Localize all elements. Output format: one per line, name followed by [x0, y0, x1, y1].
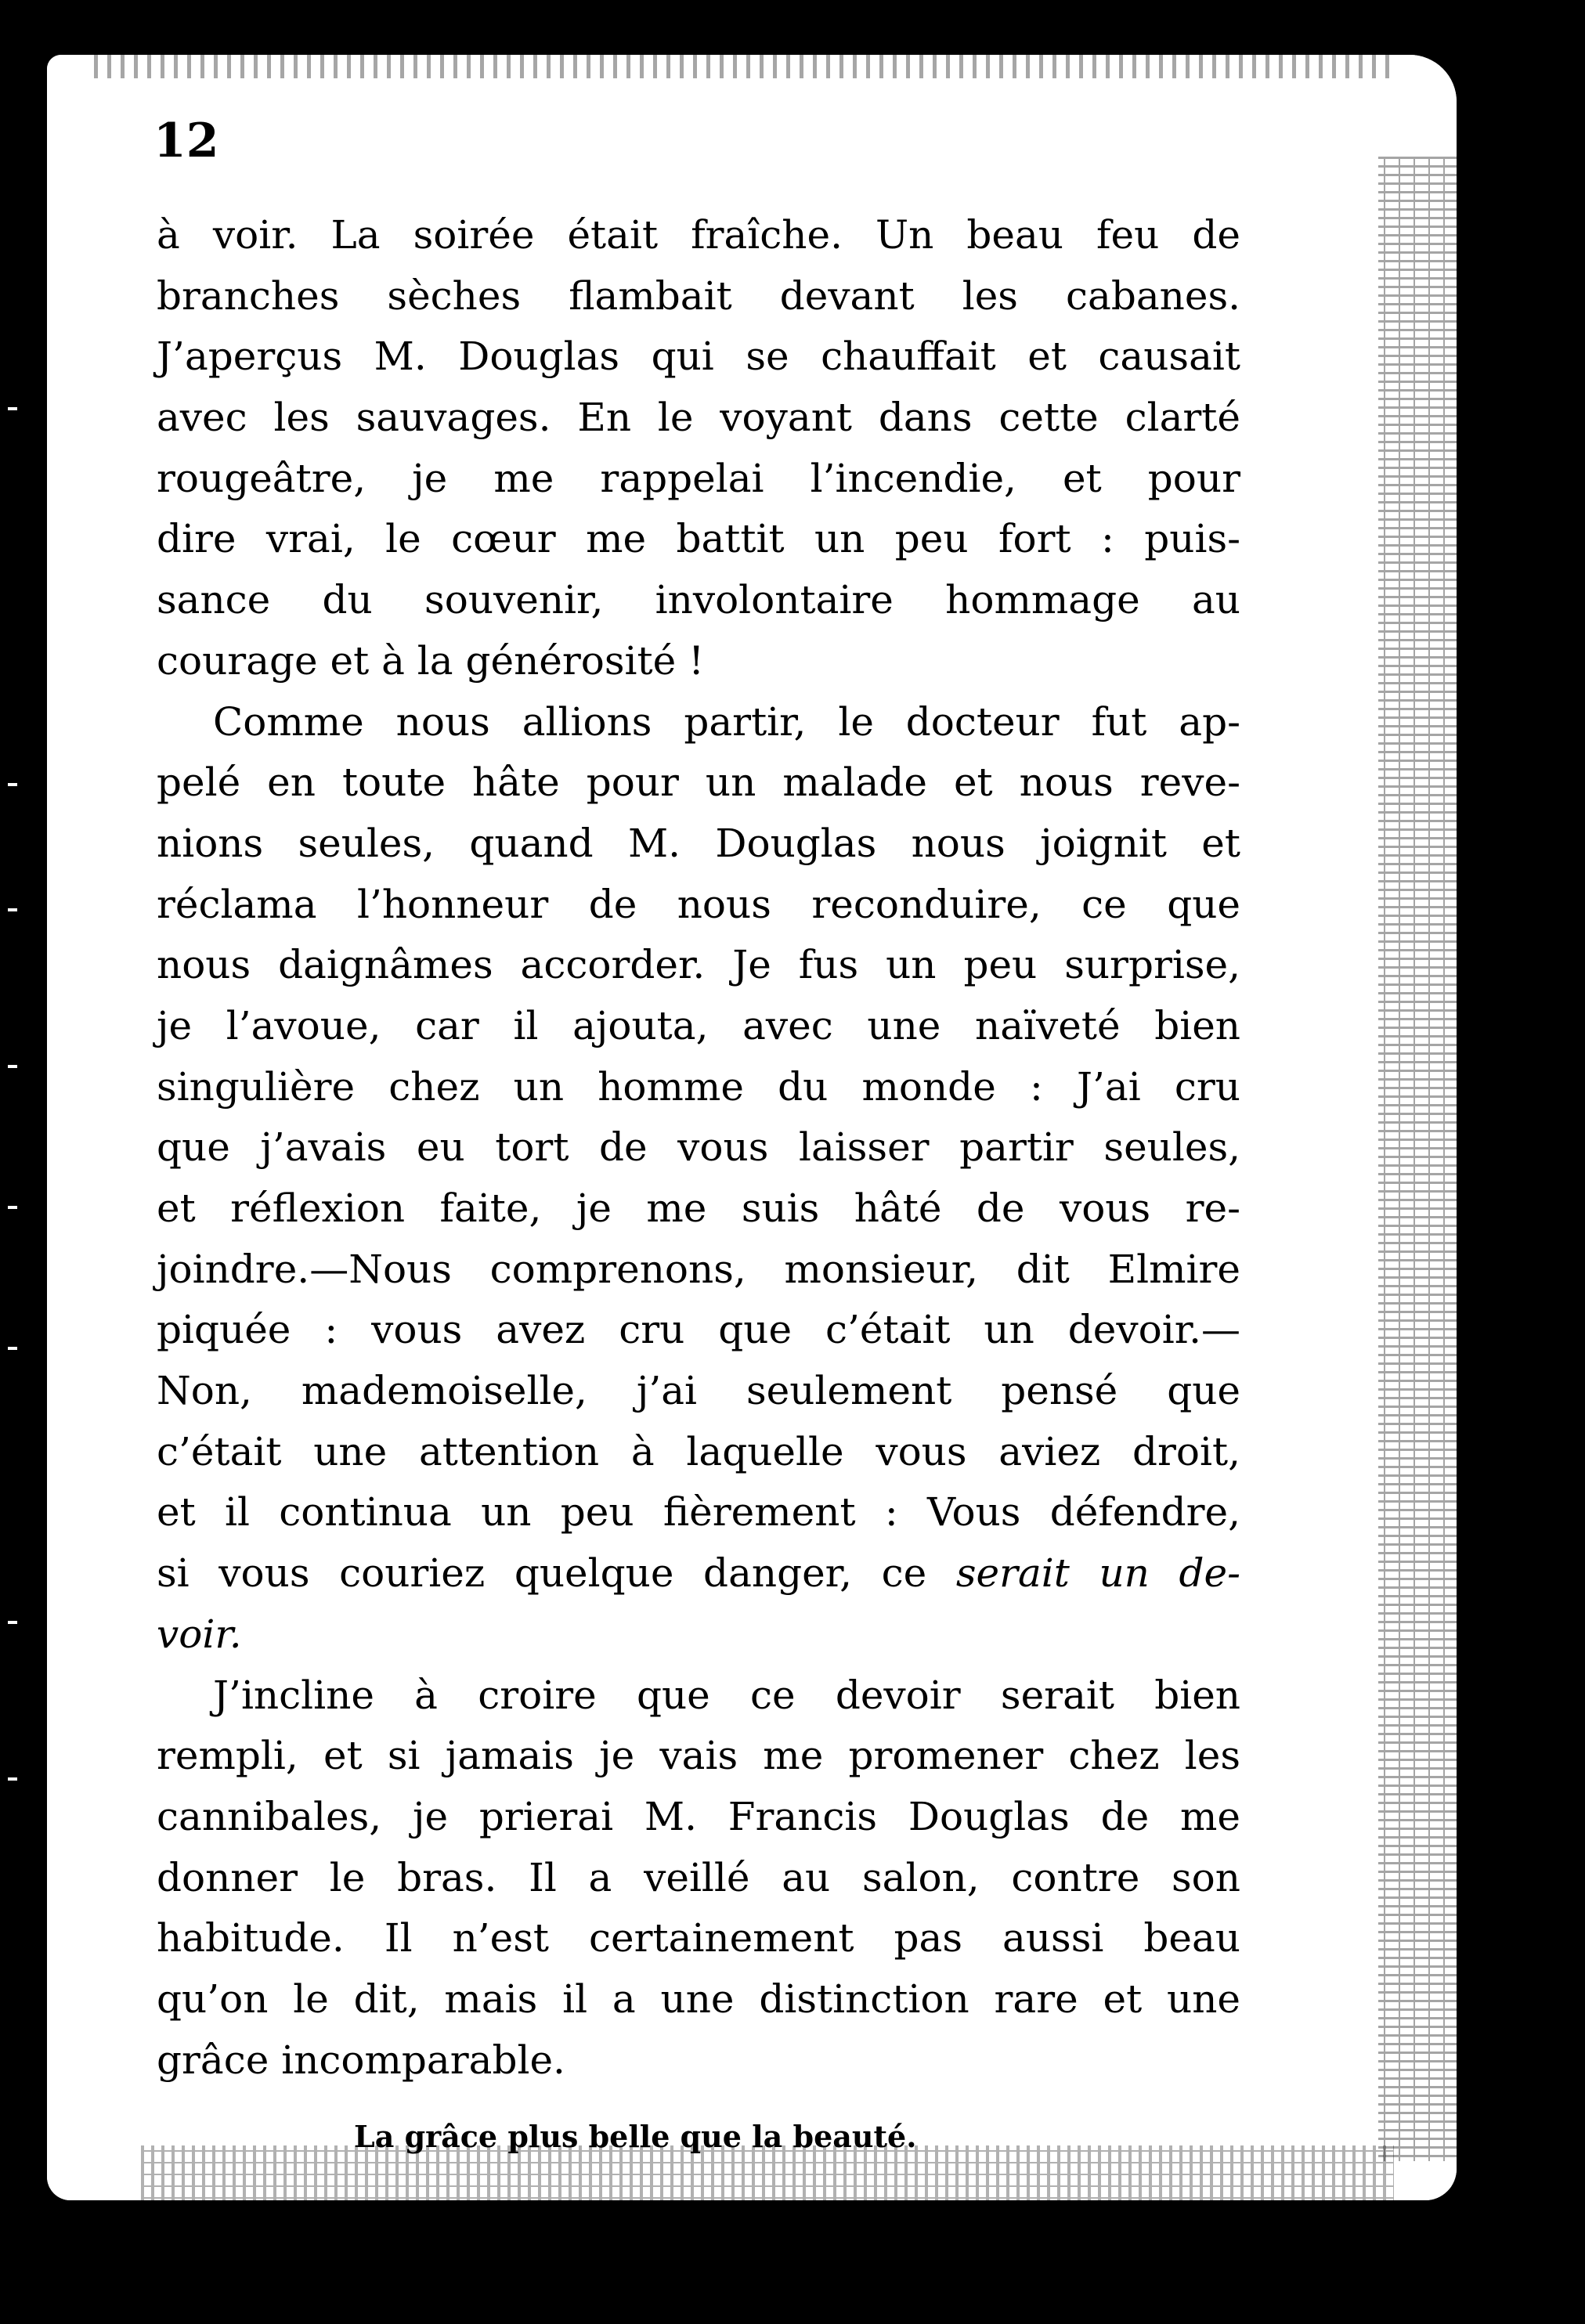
text-line-start: si vous couriez quelque danger, ce: [157, 1550, 956, 1597]
text-line: et il continua un peu fièrement : Vous défendre,: [157, 1489, 1240, 1536]
text-line: joindre.—Nous comprenons, monsieur, dit Elmire: [157, 1246, 1240, 1292]
page-number: 12: [153, 114, 219, 168]
text-line: nions seules, quand M. Douglas nous joignit et: [157, 820, 1240, 866]
text-line: pelé en toute hâte pour un malade et nous reve-: [157, 760, 1240, 806]
text-line: que j’avais eu tort de vous laisser partir seules,: [157, 1124, 1240, 1171]
text-line: donner le bras. Il a veillé au salon, contre son: [157, 1854, 1240, 1900]
text-line: dire vrai, le cœur me battit un peu fort : puis-: [157, 516, 1240, 562]
text-line: singulière chez un homme du monde : J’ai cru: [157, 1063, 1240, 1110]
text-line: Comme nous allions partir, le docteur fut ap-: [213, 698, 1240, 745]
text-line: qu’on le dit, mais il a une distinction rare et une: [157, 1976, 1240, 2022]
text-line-with-italic: [157, 1543, 1240, 1604]
text-line: c’était une attention à laquelle vous aviez droit,: [157, 1428, 1240, 1474]
text-line: je l’avoue, car il ajouta, avec une naïveté bien: [157, 1002, 1240, 1048]
body-text: [157, 205, 1240, 2091]
italic-text: serait un de-: [955, 1550, 1240, 1597]
text-line: et réflexion faite, je me suis hâté de vous re-: [157, 1185, 1240, 1231]
text-line: cannibales, je prierai M. Francis Douglas de me: [157, 1793, 1240, 1839]
text-line: voir.: [157, 1611, 242, 1657]
text-line: nous daignâmes accorder. Je fus un peu surprise,: [157, 942, 1240, 988]
text-line: Non, mademoiselle, j’ai seulement pensé que: [157, 1368, 1240, 1414]
text-line: rempli, et si jamais je vais me promener chez les: [157, 1733, 1240, 1779]
text-line: réclama l’honneur de nous reconduire, ce que: [157, 881, 1240, 927]
text-line: J’incline à croire que ce devoir serait bien: [213, 1672, 1240, 1718]
left-margin-specks: [0, 0, 47, 2324]
page-edge-top-noise: [94, 47, 1394, 78]
page-edge-right-noise: [1378, 157, 1472, 2161]
text-line: avec les sauvages. En le voyant dans cette clarté: [157, 395, 1240, 441]
text-line: sance du souvenir, involontaire hommage au: [157, 577, 1240, 623]
text-line: branches sèches flambait devant les cabanes.: [157, 272, 1240, 319]
text-line: J’aperçus M. Douglas qui se chauffait et causait: [157, 334, 1240, 380]
text-line: grâce incomparable.: [157, 2037, 565, 2083]
text-line: rougeâtre, je me rappelai l’incendie, et pour: [157, 455, 1240, 501]
text-line: à voir. La soirée était fraîche. Un beau feu de: [157, 212, 1240, 258]
text-line: habitude. Il n’est certainement pas aussi beau: [157, 1915, 1240, 1961]
running-foot: La grâce plus belle que la beauté.: [354, 2119, 917, 2154]
text-line: courage et à la générosité !: [157, 637, 705, 684]
text-line: piquée : vous avez cru que c’était un devoir.—: [157, 1307, 1240, 1353]
page-edge-bottom-noise: [141, 2145, 1394, 2208]
